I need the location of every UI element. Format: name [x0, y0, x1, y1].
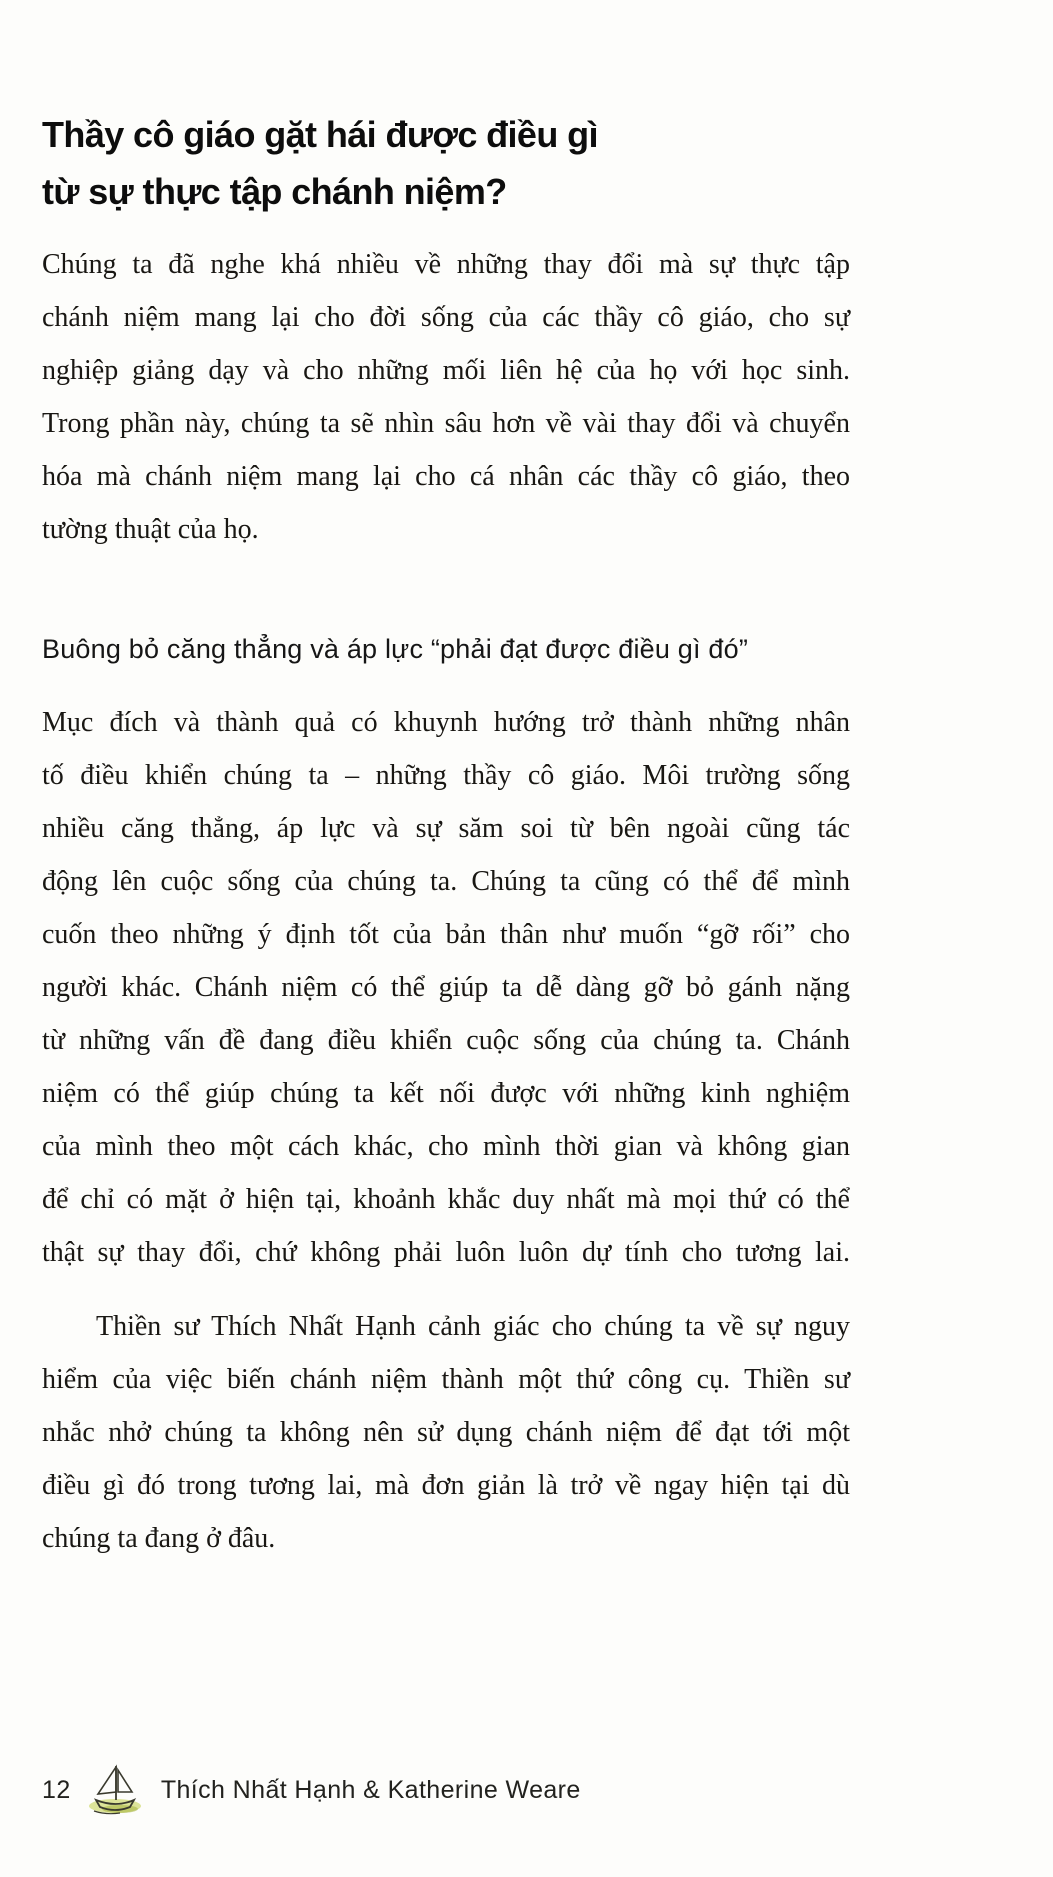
- sailboat-icon: [86, 1762, 146, 1818]
- text-line: Trong phần này, chúng ta sẽ nhìn sâu hơn về vài thay đổi và chuyển: [42, 408, 850, 439]
- text-line: niệm có thể giúp chúng ta kết nối được với những kinh nghiệm: [42, 1078, 850, 1109]
- text-line: tố điều khiển chúng ta – những thầy cô giáo. Môi trường sống: [42, 760, 850, 791]
- text-line: hóa mà chánh niệm mang lại cho cá nhân các thầy cô giáo, theo: [42, 461, 850, 492]
- page-number: 12: [42, 1775, 71, 1804]
- text-line: hiểm của việc biến chánh niệm thành một thứ công cụ. Thiền sư: [42, 1364, 850, 1395]
- paragraph-2: [42, 696, 850, 1279]
- text-line: Mục đích và thành quả có khuynh hướng trở thành những nhân: [42, 707, 850, 738]
- paragraph-3: [42, 1300, 850, 1565]
- heading-line-1: Thầy cô giáo gặt hái được điều gì: [42, 114, 598, 155]
- text-line: nhiều căng thẳng, áp lực và sự săm soi từ bên ngoài cũng tác: [42, 813, 850, 844]
- text-line: cuốn theo những ý định tốt của bản thân như muốn “gỡ rối” cho: [42, 919, 850, 950]
- text-line: động lên cuộc sống của chúng ta. Chúng ta cũng có thể để mình: [42, 866, 850, 897]
- text-line: thật sự thay đổi, chứ không phải luôn luôn dự tính cho tương lai.: [42, 1237, 850, 1268]
- text-line: chánh niệm mang lại cho đời sống của các thầy cô giáo, cho sự: [42, 302, 850, 333]
- text-line: từ những vấn đề đang điều khiển cuộc sống của chúng ta. Chánh: [42, 1025, 850, 1056]
- text-line: người khác. Chánh niệm có thể giúp ta dễ dàng gỡ bỏ gánh nặng: [42, 972, 850, 1003]
- text-line: Chúng ta đã nghe khá nhiều về những thay đổi mà sự thực tập: [42, 249, 850, 280]
- text-line: để chỉ có mặt ở hiện tại, khoảnh khắc duy nhất mà mọi thứ có thể: [42, 1184, 850, 1215]
- text-line: điều gì đó trong tương lai, mà đơn giản là trở về ngay hiện tại dù: [42, 1470, 850, 1501]
- text-line: chúng ta đang ở đâu.: [42, 1523, 276, 1554]
- footer-author: Thích Nhất Hạnh & Katherine Weare: [160, 1775, 581, 1804]
- heading-line-2: từ sự thực tập chánh niệm?: [42, 171, 507, 212]
- chapter-heading: [42, 106, 598, 220]
- text-line: nghiệp giảng dạy và cho những mối liên hệ của họ với học sinh.: [42, 355, 850, 386]
- page-footer: [42, 1760, 581, 1820]
- text-line: nhắc nhở chúng ta không nên sử dụng chánh niệm để đạt tới một: [42, 1417, 850, 1448]
- text-line: tường thuật của họ.: [42, 514, 259, 545]
- section-subheading: Buông bỏ căng thẳng và áp lực “phải đạt được điều gì đó”: [42, 634, 749, 664]
- paragraph-1: [42, 238, 850, 556]
- text-line: Thiền sư Thích Nhất Hạnh cảnh giác cho chúng ta về sự nguy: [96, 1311, 850, 1342]
- text-line: của mình theo một cách khác, cho mình thời gian và không gian: [42, 1131, 850, 1162]
